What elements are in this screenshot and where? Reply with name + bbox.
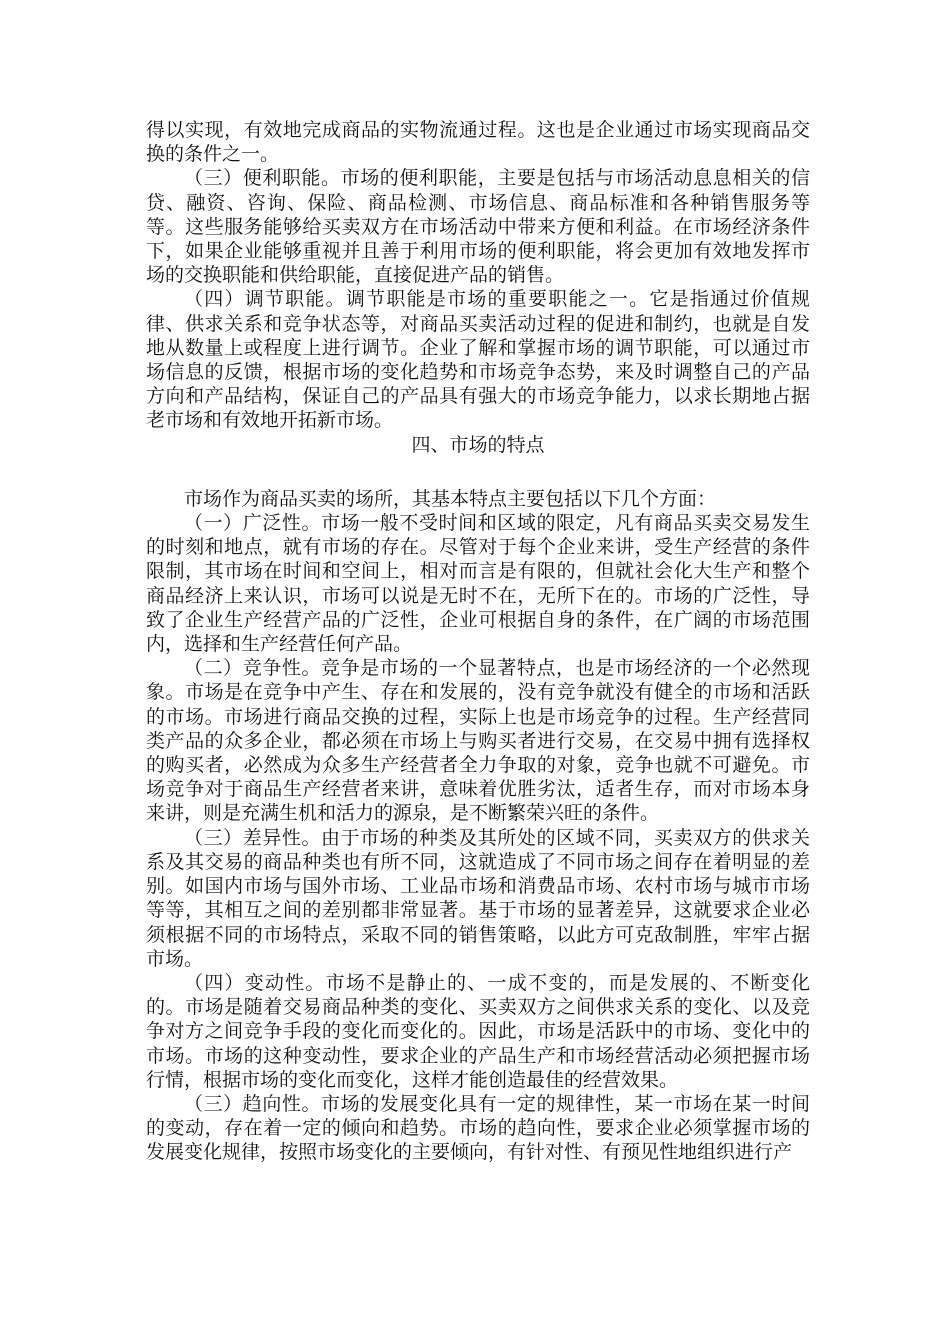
paragraph-convenience-function: （三）便利职能。市场的便利职能，主要是包括与市场活动息息相关的信贷、融资、咨询、保险、商品检测、市场信息、商品标准和各种销售服务等等。这些服务能够给买卖双方在市场活动中带来方便和利益。在市场经济条件下，如果企业能够重视并且善于利用市场的便利职能，将会更加有效地发挥市场的交换职能和供给职能，直接促进产品的销售。: [146, 167, 810, 287]
paragraph-intro: 市场作为商品买卖的场所，其基本特点主要包括以下几个方面：: [184, 487, 717, 510]
paragraph-diversity: （三）差异性。由于市场的种类及其所处的区域不同，买卖双方的供求关系及其交易的商品种类也有所不同，这就造成了不同市场之间存在着明显的差别。如国内市场与国外市场、工业品市场和消费品市场、农村市场与城市市场等等，其相互之间的差别都非常显著。基于市场的显著差异，这就要求企业必须根据不同的市场特点，采取不同的销售策略，以此方可克敌制胜，牢牢占据市场。: [146, 826, 810, 970]
paragraph-continuation: 得以实现，有效地完成商品的实物流通过程。这也是企业通过市场实现商品交换的条件之一。: [146, 119, 810, 166]
paragraph-competitiveness: （二）竞争性。竞争是市场的一个显著特点，也是市场经济的一个必然现象。市场是在竞争中产生、存在和发展的，没有竞争就没有健全的市场和活跃的市场。市场进行商品交换的过程，实际上也是市场竞争的过程。生产经营同类产品的众多企业，都必须在市场上与购买者进行交易，在交易中拥有选择权的购买者，必然成为众多生产经营者全力争取的对象，竞争也就不可避免。市场竞争对于商品生产经营者来讲，意味着优胜劣汰，适者生存，而对市场本身来讲，则是充满生机和活力的源泉，是不断繁荣兴旺的条件。: [146, 657, 810, 825]
paragraph-regulation-function: （四）调节职能。调节职能是市场的重要职能之一。它是指通过价值规律、供求关系和竞争状态等，对商品买卖活动过程的促进和制约，也就是自发地从数量上或程度上进行调节。企业了解和掌握市场的调节职能，可以通过市场信息的反馈，根据市场的变化趋势和市场竞争态势，来及时调整自己的产品方向和产品结构，保证自己的产品具有强大的市场竞争能力，以求长期地占据老市场和有效地开拓新市场。: [146, 288, 810, 432]
section-heading: 四、市场的特点: [411, 433, 545, 456]
document-body: [146, 118, 810, 1165]
paragraph-universality: （一）广泛性。市场一般不受时间和区域的限定，凡有商品买卖交易发生的时刻和地点，就有市场的存在。尽管对于每个企业来讲，受生产经营的条件限制，其市场在时间和空间上，相对而言是有限的，但就社会化大生产和整个商品经济上来认识，市场可以说是无时不在，无所下在的。市场的广泛性，导致了企业生产经营产品的广泛性，企业可根据自身的条件，在广阔的市场范围内，选择和生产经营任何产品。: [146, 512, 810, 656]
paragraph-variability: （四）变动性。市场不是静止的、一成不变的，而是发展的、不断变化的。市场是随着交易商品种类的变化、买卖双方之间供求关系的变化、以及竞争对方之间竞争手段的变化而变化的。因此，市场是活跃中的市场、变化中的市场。市场的这种变动性，要求企业的产品生产和市场经营活动必须把握市场行情，根据市场的变化而变化，这样才能创造最佳的经营效果。: [146, 971, 810, 1091]
section-spacer: [146, 457, 810, 487]
paragraph-tendency: （三）趋向性。市场的发展变化具有一定的规律性，某一市场在某一时间的变动，存在着一定的倾向和趋势。市场的趋向性，要求企业必须掌握市场的发展变化规律，按照市场变化的主要倾向，有针对性、有预见性地组织进行产: [146, 1092, 810, 1164]
